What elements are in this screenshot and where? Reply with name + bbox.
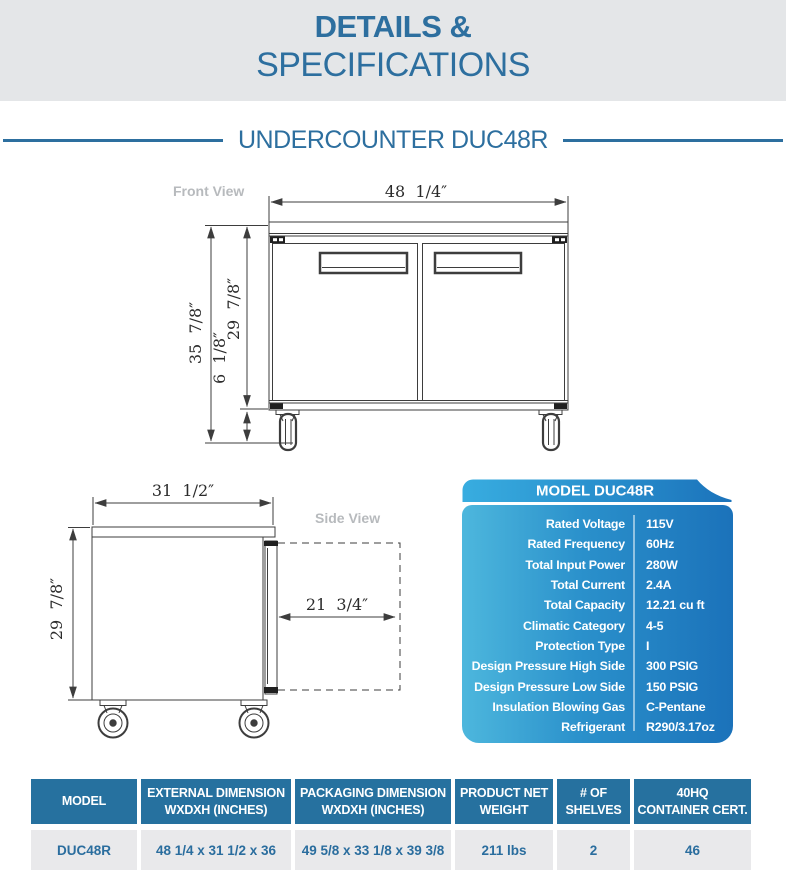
side-view-drawing xyxy=(30,468,460,770)
side-view-label: Side View xyxy=(315,510,381,526)
side-height-dim: 29 7/8″ xyxy=(47,577,66,641)
spec-row xyxy=(462,534,733,554)
spec-row xyxy=(462,575,733,595)
header-text: 40HQ xyxy=(676,786,709,801)
spec-row-label: Rated Voltage xyxy=(545,517,625,532)
spec-row-value: 4-5 xyxy=(646,618,664,633)
spec-row-label: Insulation Blowing Gas xyxy=(492,699,625,714)
header-text: CONTAINER CERT. xyxy=(637,802,748,817)
header-text: MODEL xyxy=(61,794,107,809)
header-text: WXDXH (INCHES) xyxy=(164,802,268,817)
spec-row xyxy=(462,555,733,575)
side-door-hinges xyxy=(264,541,278,693)
spec-row-label: Rated Frequency xyxy=(527,537,625,552)
section-title-text: UNDERCOUNTER DUC48R xyxy=(238,125,548,154)
spec-row xyxy=(462,697,733,717)
table-cell-net-weight: 211 lbs xyxy=(455,830,553,870)
title-rule-left xyxy=(3,139,223,142)
table-cell-external-dimension: 48 1/4 x 31 1/2 x 36 xyxy=(141,830,291,870)
spec-card xyxy=(462,479,733,747)
page-title-line2: SPECIFICATIONS xyxy=(256,46,530,84)
side-depth-dim: 31 1/2″ xyxy=(151,481,215,500)
side-casters xyxy=(99,700,269,738)
spec-row-label: Total Current xyxy=(550,578,625,593)
spec-card-title: MODEL DUC48R xyxy=(535,482,655,500)
spec-row-value: 12.21 cu ft xyxy=(646,598,705,613)
spec-row-value: 150 PSIG xyxy=(646,679,699,694)
spec-row-label: Refrigerant xyxy=(561,720,625,735)
door-handles xyxy=(320,253,521,273)
spec-card-header xyxy=(462,479,733,502)
front-casters xyxy=(276,410,562,450)
spec-row xyxy=(462,615,733,635)
spec-row-label: Total Input Power xyxy=(525,557,625,572)
spec-row xyxy=(462,514,733,534)
header-text: SHELVES xyxy=(565,802,622,817)
spec-row xyxy=(462,656,733,676)
spec-row-value: R290/3.17oz xyxy=(646,720,715,735)
spec-row-value: I xyxy=(646,638,650,653)
hinge-blocks xyxy=(270,237,567,410)
title-rule-right xyxy=(563,139,783,142)
front-width-dim: 48 1/4″ xyxy=(384,182,448,201)
table-cell-packaging-dimension: 49 5/8 x 33 1/8 x 39 3/8 xyxy=(295,830,451,870)
front-view-label: Front View xyxy=(173,183,245,199)
table-cell-container-cert: 46 xyxy=(634,830,751,870)
spec-row-label: Climatic Category xyxy=(523,618,625,633)
spec-row xyxy=(462,636,733,656)
spec-row-value: 60Hz xyxy=(646,537,675,552)
spec-row-value: 280W xyxy=(646,557,678,572)
table-cell-shelves: 2 xyxy=(557,830,630,870)
header-text: # OF xyxy=(580,786,607,801)
header-text: WXDXH (INCHES) xyxy=(321,802,425,817)
front-caster-height-dim: 6 1/8″ xyxy=(210,331,229,385)
table-header-shelves xyxy=(557,779,630,824)
table-header-packaging-dimension xyxy=(295,779,451,824)
spec-row-label: Design Pressure Low Side xyxy=(474,679,625,694)
spec-row-value: 2.4A xyxy=(646,578,672,593)
spec-rows xyxy=(462,514,733,737)
table-header-net-weight xyxy=(455,779,553,824)
spec-card-body xyxy=(462,505,733,743)
spec-row-label: Protection Type xyxy=(535,638,625,653)
page-header xyxy=(0,0,786,101)
spec-row-value: 300 PSIG xyxy=(646,659,699,674)
spec-row xyxy=(462,717,733,737)
header-text: PRODUCT NET xyxy=(459,786,549,801)
front-view-drawing xyxy=(140,176,610,470)
spec-row xyxy=(462,676,733,696)
header-text: WEIGHT xyxy=(479,802,529,817)
table-cell-model: DUC48R xyxy=(31,830,137,870)
table-header-container-cert xyxy=(634,779,751,824)
spec-row-label: Total Capacity xyxy=(544,598,625,613)
spec-row-value: C-Pentane xyxy=(646,699,706,714)
front-total-height-dim: 35 7/8″ xyxy=(186,301,205,365)
table-header-external-dimension xyxy=(141,779,291,824)
front-body-height-dim: 29 7/8″ xyxy=(224,277,243,341)
page-title-line1: DETAILS & xyxy=(314,9,472,44)
header-text: EXTERNAL DIMENSION xyxy=(147,786,285,801)
table-header-model xyxy=(31,779,137,824)
spec-row xyxy=(462,595,733,615)
header-text: PACKAGING DIMENSION xyxy=(300,786,446,801)
summary-table xyxy=(31,779,751,870)
front-cabinet-outline xyxy=(269,196,568,410)
spec-row-label: Design Pressure High Side xyxy=(471,659,625,674)
section-title xyxy=(0,122,786,158)
side-door-swing-dim: 21 3/4″ xyxy=(305,595,369,614)
spec-row-value: 115V xyxy=(646,517,674,532)
